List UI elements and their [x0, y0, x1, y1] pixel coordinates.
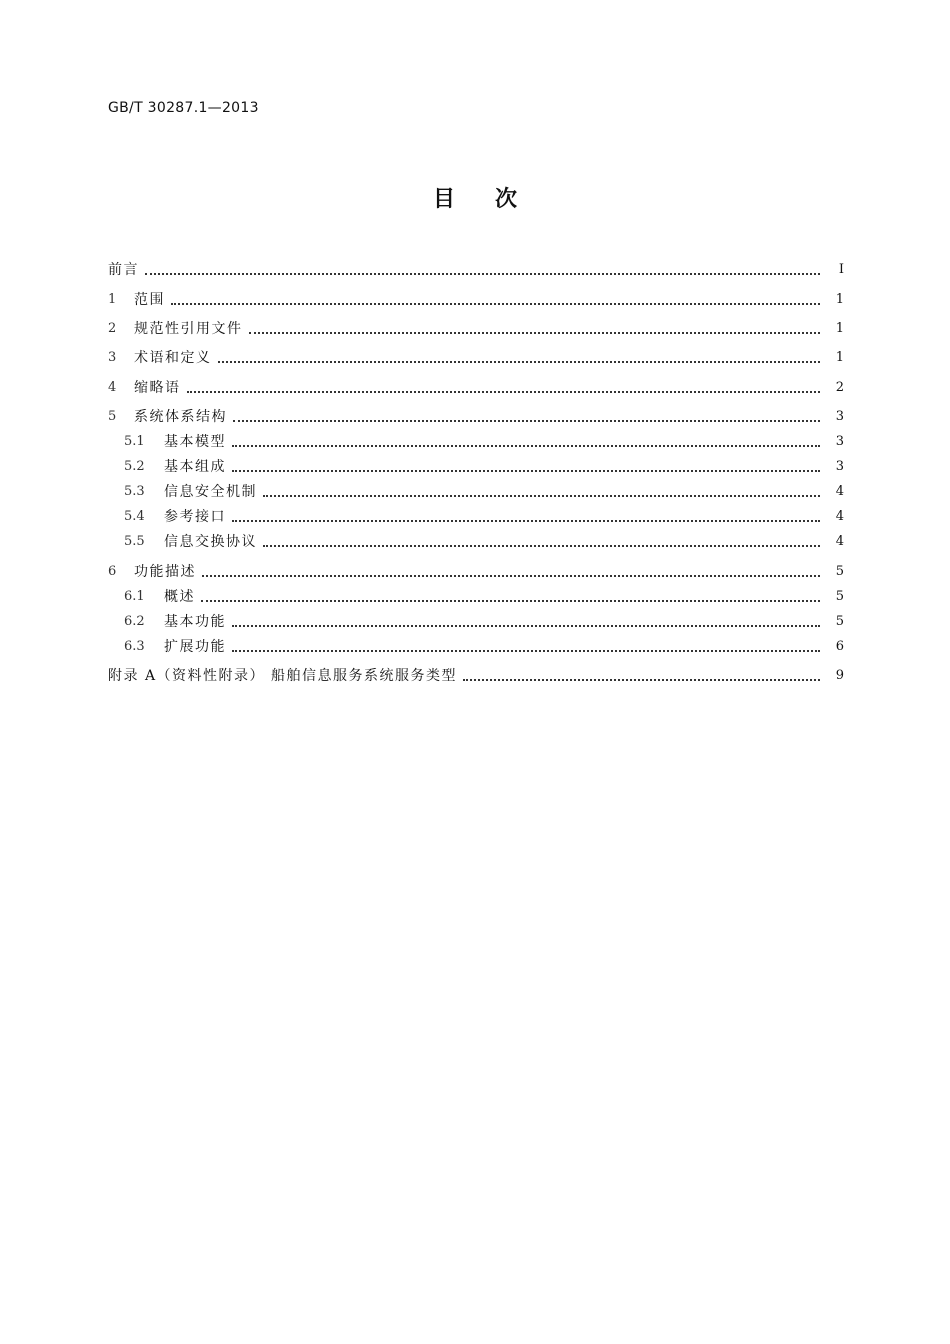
toc-entry-label: 信息交换协议 — [164, 534, 257, 550]
toc-entry-number: 5.5 — [124, 534, 145, 549]
toc-entry-number: 5 — [108, 409, 117, 424]
toc-entry-label: 扩展功能 — [164, 639, 226, 655]
toc-entry-number: 2 — [108, 321, 117, 336]
toc-entry-label: 术语和定义 — [134, 350, 212, 366]
toc-entry-page: 6 — [835, 639, 844, 654]
toc-entry-label: 前言 — [108, 262, 139, 278]
toc-entry-page: 5 — [835, 614, 844, 629]
toc-entry-number: 5.2 — [124, 459, 145, 474]
toc-entry-number: 5.3 — [124, 484, 145, 499]
toc-entry-page: 2 — [835, 380, 844, 395]
toc-entry-number: 6.2 — [124, 614, 145, 629]
dot-leader — [263, 495, 820, 497]
toc-entry-page: 3 — [835, 434, 844, 449]
dot-leader — [263, 545, 820, 547]
toc-entry-label: 参考接口 — [164, 509, 226, 525]
toc-entry[interactable] — [108, 562, 844, 582]
toc-entry[interactable] — [108, 348, 844, 368]
dot-leader — [187, 391, 821, 393]
dot-leader — [249, 332, 821, 334]
toc-entry-number: 1 — [108, 292, 117, 307]
toc-entry-label: 基本组成 — [164, 459, 226, 475]
toc-entry-page: 1 — [835, 292, 844, 307]
toc-entry-page: 5 — [835, 564, 844, 579]
dot-leader — [232, 470, 820, 472]
toc-entry-label: 概述 — [164, 589, 195, 605]
toc-entry-label: 系统体系结构 — [134, 409, 227, 425]
toc-entry[interactable] — [108, 532, 844, 552]
dot-leader — [232, 520, 820, 522]
document-code: GB/T 30287.1—2013 — [108, 100, 259, 116]
toc-entry[interactable] — [108, 637, 844, 657]
toc-entry-label: 缩略语 — [134, 380, 181, 396]
toc-entry-number: 5.1 — [124, 434, 145, 449]
toc-entry[interactable] — [108, 666, 844, 686]
toc-entry-page: 3 — [835, 409, 844, 424]
toc-entry-label: 附录 A（资料性附录） 船舶信息服务系统服务类型 — [108, 668, 458, 684]
toc-entry[interactable] — [108, 482, 844, 502]
toc-entry-number: 3 — [108, 350, 117, 365]
toc-entry-label: 范围 — [134, 292, 165, 308]
toc-entry-number: 6.1 — [124, 589, 145, 604]
dot-leader — [232, 625, 820, 627]
toc-entry-page: Ⅰ — [838, 262, 844, 277]
toc-entry-page: 4 — [835, 534, 844, 549]
toc-entry-number: 6.3 — [124, 639, 145, 654]
toc-entry[interactable] — [108, 587, 844, 607]
dot-leader — [218, 361, 821, 363]
dot-leader — [202, 575, 820, 577]
toc-entry-label: 基本功能 — [164, 614, 226, 630]
toc-entry-page: 5 — [835, 589, 844, 604]
toc-entry[interactable] — [108, 407, 844, 427]
dot-leader — [463, 679, 820, 681]
dot-leader — [171, 303, 820, 305]
dot-leader — [233, 420, 820, 422]
toc-entry-label: 基本模型 — [164, 434, 226, 450]
dot-leader — [232, 445, 820, 447]
toc-entry-label: 规范性引用文件 — [134, 321, 243, 337]
dot-leader — [145, 273, 820, 275]
toc-entry-page: 1 — [835, 350, 844, 365]
toc-entry[interactable] — [108, 260, 844, 280]
toc-entry[interactable] — [108, 378, 844, 398]
dot-leader — [232, 650, 820, 652]
toc-entry[interactable] — [108, 612, 844, 632]
toc-entry-label: 功能描述 — [134, 564, 196, 580]
dot-leader — [201, 600, 820, 602]
toc-entry[interactable] — [108, 457, 844, 477]
toc-entry-page: 3 — [835, 459, 844, 474]
toc-entry-number: 5.4 — [124, 509, 145, 524]
page-title: 目次 — [432, 187, 557, 212]
toc-entry-page: 4 — [835, 509, 844, 524]
toc-entry-page: 1 — [835, 321, 844, 336]
toc-entry-number: 4 — [108, 380, 117, 395]
toc-entry[interactable] — [108, 290, 844, 310]
toc-entry[interactable] — [108, 432, 844, 452]
toc-entry-label: 信息安全机制 — [164, 484, 257, 500]
toc-entry[interactable] — [108, 507, 844, 527]
toc-entry-page: 9 — [835, 668, 844, 683]
toc-entry[interactable] — [108, 319, 844, 339]
toc-entry-number: 6 — [108, 564, 117, 579]
toc-entry-page: 4 — [835, 484, 844, 499]
